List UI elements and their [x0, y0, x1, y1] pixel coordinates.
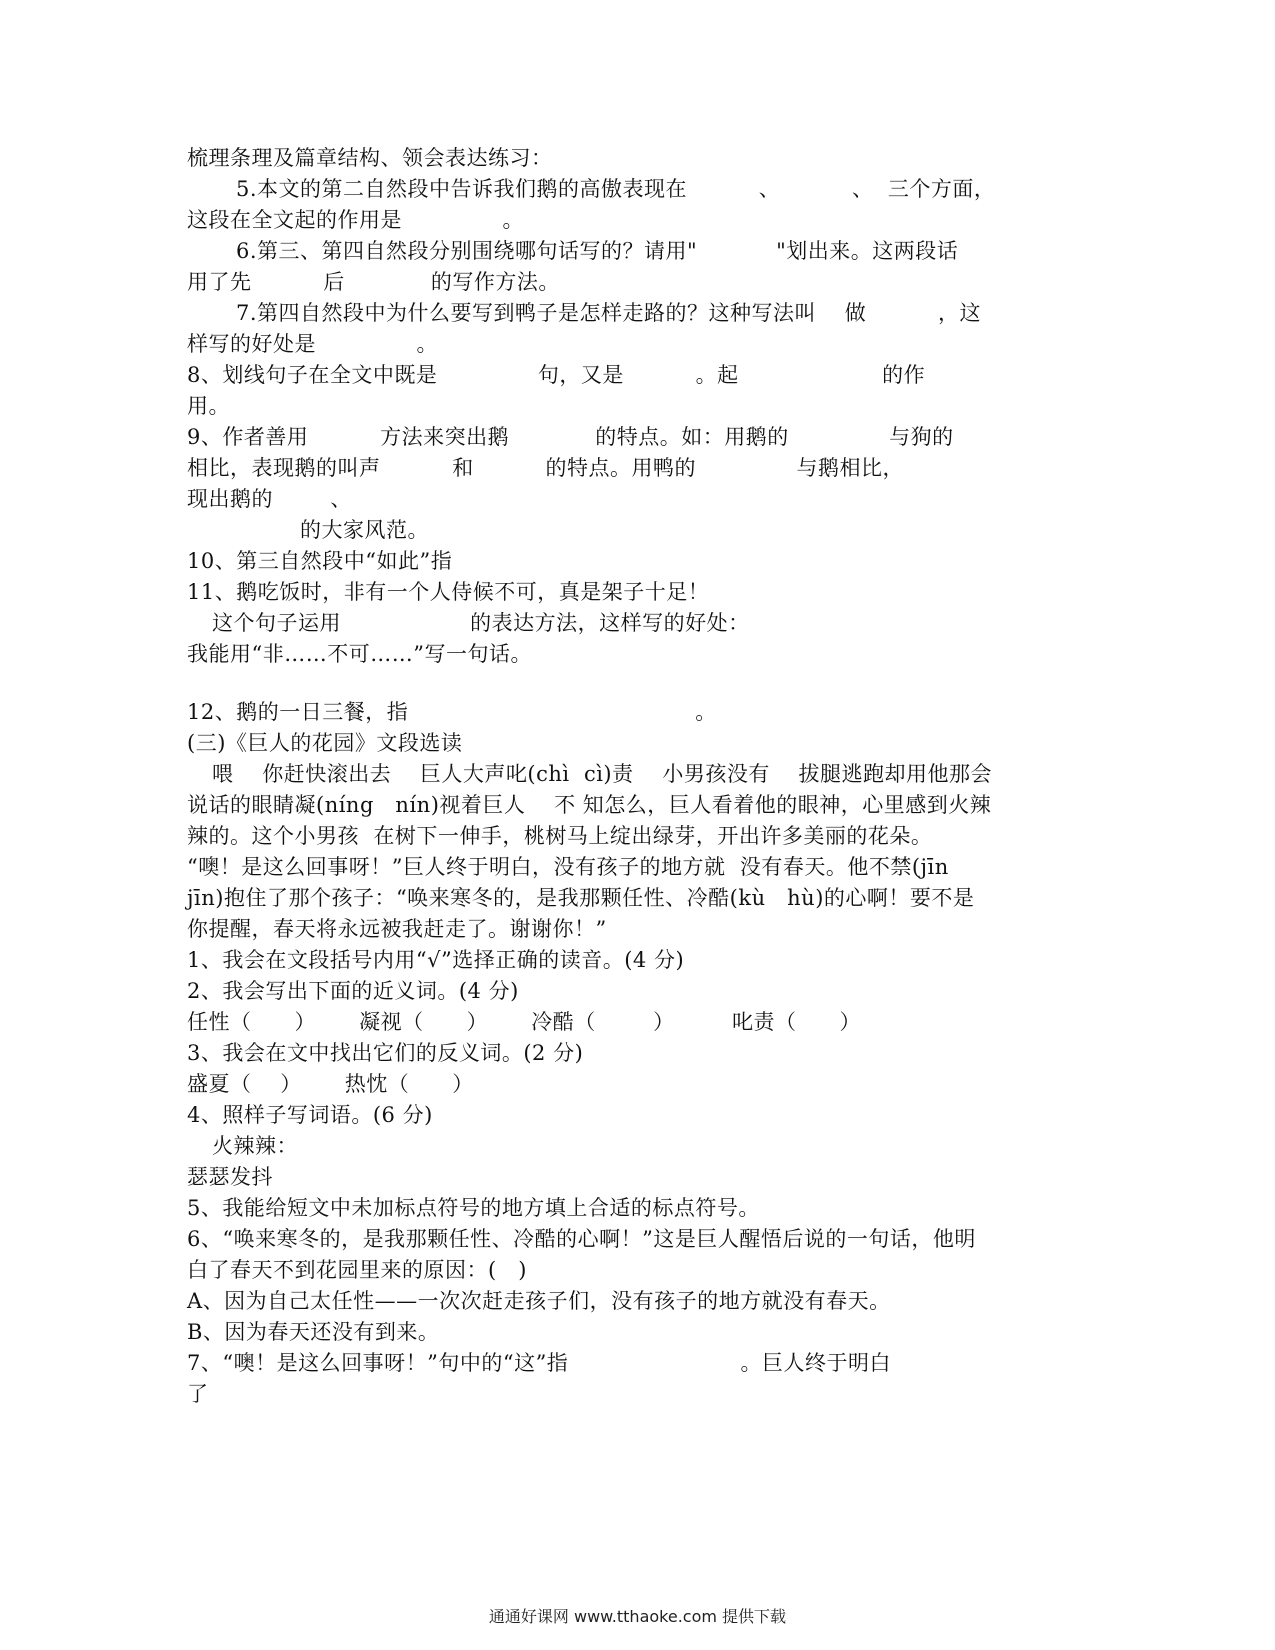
- text-line-34: 5、我能给短文中未加标点符号的地方填上合适的标点符号。: [187, 1196, 760, 1220]
- text-line-18: 12、鹅的一日三餐，指 。: [187, 700, 717, 724]
- text-line-7: 样写的好处是 。: [187, 332, 438, 356]
- text-line-33: 瑟瑟发抖: [187, 1165, 273, 1189]
- text-line-16: 这个句子运用 的表达方法，这样写的好处：: [212, 611, 750, 635]
- text-line-2: 5.本文的第二自然段中告诉我们鹅的高傲表现在 、 、 三个方面，: [236, 177, 996, 201]
- text-line-10: 9、作者善用 方法来突出鹅 的特点。如：用鹅的 与狗的: [187, 425, 954, 449]
- text-line-8: 8、划线句子在全文中既是 句，又是 。起 的作: [187, 363, 926, 387]
- text-line-32: 火辣辣：: [212, 1134, 298, 1158]
- text-line-17: 我能用“非……不可……”写一句话。: [187, 642, 532, 666]
- text-line-31: 4、照样子写词语。(6 分): [187, 1103, 433, 1127]
- text-line-13: 的大家风范。: [300, 518, 429, 542]
- text-line-37: A、因为自己太任性——一次次赶走孩子们，没有孩子的地方就没有春天。: [187, 1289, 891, 1313]
- text-line-3: 这段在全文起的作用是 。: [187, 208, 524, 232]
- text-line-4: 6.第三、第四自然段分别围绕哪句话写的？请用" "划出来。这两段话: [236, 239, 959, 263]
- text-line-36: 白了春天不到花园里来的原因：( ): [187, 1258, 527, 1282]
- text-line-24: jīn)抱住了那个孩子：“唤来寒冬的，是我那颗任性、冷酷(kù hù)的心啊！要不是: [187, 886, 975, 910]
- text-line-28: 任性（ ） 凝视（ ） 冷酷（ ） 叱责（ ）: [187, 1010, 862, 1034]
- text-line-23: “噢！是这么回事呀！”巨人终于明白，没有孩子的地方就 没有春天。他不禁(jīn: [187, 855, 949, 879]
- text-line-20: 喂 你赶快滚出去 巨人大声叱(chì cì)责 小男孩没有 拔腿逃跑却用他那会: [212, 762, 993, 786]
- page-footer: 通通好课网 www.tthaoke.com 提供下载: [488, 1607, 787, 1626]
- text-line-26: 1、我会在文段括号内用“√”选择正确的读音。(4 分): [187, 948, 685, 972]
- text-line-27: 2、我会写出下面的近义词。(4 分): [187, 979, 519, 1003]
- text-line-39: 7、“噢！是这么回事呀！”句中的“这”指 。巨人终于明白: [187, 1351, 892, 1375]
- text-line-21: 说话的眼睛凝(níng nín)视着巨人 不 知怎么，巨人看着他的眼神，心里感到火辣: [187, 793, 992, 817]
- text-line-9: 用。: [187, 394, 230, 418]
- text-line-40: 了: [187, 1382, 209, 1406]
- text-line-25: 你提醒，春天将永远被我赶走了。谢谢你！”: [187, 917, 607, 941]
- text-line-15: 11、鹅吃饭时，非有一个人侍候不可，真是架子十足！: [187, 580, 710, 604]
- text-line-14: 10、第三自然段中“如此”指: [187, 549, 453, 573]
- text-line-22: 辣的。这个小男孩 在树下一伸手，桃树马上绽出绿芽，开出许多美丽的花朵。: [187, 824, 933, 848]
- text-line-1: 梳理条理及篇章结构、领会表达练习：: [187, 146, 553, 170]
- text-line-35: 6、“唤来寒冬的，是我那颗任性、冷酷的心啊！”这是巨人醒悟后说的一句话，他明: [187, 1227, 976, 1251]
- text-line-29: 3、我会在文中找出它们的反义词。(2 分): [187, 1041, 584, 1065]
- text-line-12: 现出鹅的 、: [187, 487, 352, 511]
- text-line-11: 相比，表现鹅的叫声 和 的特点。用鸭的 与鹅相比，: [187, 456, 904, 480]
- text-line-38: B、因为春天还没有到来。: [187, 1320, 440, 1344]
- section-heading: (三)《巨人的花园》文段选读: [187, 731, 463, 755]
- text-line-30: 盛夏（ ） 热忱（ ）: [187, 1072, 474, 1096]
- text-line-5: 用了先 后 的写作方法。: [187, 270, 560, 294]
- text-line-6: 7.第四自然段中为什么要写到鸭子是怎样走路的？这种写法叫 做 ，这: [236, 301, 981, 325]
